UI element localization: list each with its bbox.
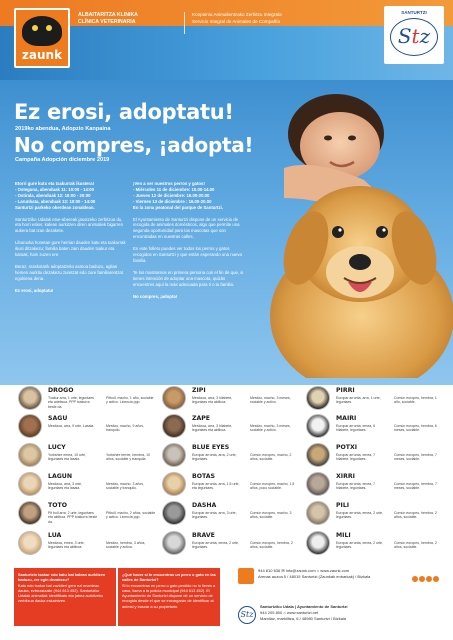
animal-desc-spanish: Común europeo, macho, 2 años, sociable. bbox=[250, 453, 292, 462]
animal-photo bbox=[18, 472, 42, 496]
santurtzi-mini-logo: Stz bbox=[238, 606, 256, 624]
animal-desc-basque: Txakur arra, 1 urte, leguntaes eta adeitsua. PPP txakurra beste da. bbox=[48, 396, 94, 409]
spanish-schedule-place: En la zona peatonal del parque de Santurtzi. bbox=[133, 204, 224, 210]
animal-card bbox=[18, 501, 158, 528]
animal-desc-basque: Europar arrunta, emea, 7 hilabete, leguntaes. bbox=[336, 482, 376, 491]
stz-letter-z: z bbox=[419, 24, 431, 48]
subtitle-basque: 2019ko abenduа, Adopzio Kanpaina bbox=[15, 126, 111, 132]
spanish-slogan-text: No compres, ¡adopta! bbox=[133, 293, 178, 299]
animal-desc-basque: Yorkshire emea, 10 urte, leguntaes eta lasaia. bbox=[48, 453, 87, 462]
animal-card bbox=[306, 443, 446, 470]
animal-card bbox=[306, 531, 446, 558]
council-contact bbox=[260, 604, 453, 622]
animal-desc-basque: Mestizoa, arra, 9 urte. Lasaia. bbox=[48, 424, 95, 428]
animal-photo bbox=[162, 443, 186, 467]
animal-desc-basque: Europar arrunta, arra, 1 urte, leguntaes. bbox=[336, 396, 381, 405]
animal-desc-spanish: Mestizo, macho, 3 años, sociable y tranquilo. bbox=[106, 482, 144, 491]
animal-card bbox=[162, 531, 302, 558]
animal-desc-spanish: Mestizo, macho, 9 años, tranquilo. bbox=[106, 424, 144, 433]
boy-and-dog-illustration bbox=[244, 88, 453, 378]
subtitle-spanish: Campaña Adopción diciembre 2019 bbox=[15, 157, 110, 163]
animal-name: DASHA bbox=[192, 502, 217, 509]
animal-card bbox=[18, 414, 158, 441]
stz-letter-t: t bbox=[411, 24, 420, 48]
animal-photo bbox=[306, 501, 330, 525]
animal-name: BLUE EYES bbox=[192, 444, 230, 451]
title-spanish: No compres, ¡adopta! bbox=[14, 133, 254, 157]
animal-desc-basque: Europar arrunta, arra, 2 urte, leguntaes. bbox=[192, 453, 237, 462]
animal-card bbox=[18, 386, 158, 413]
animal-card bbox=[162, 472, 302, 499]
dog-logo-icon bbox=[22, 16, 62, 46]
council-name: Santurtziko Udala | Ayuntamiento de Santurtzi bbox=[260, 604, 348, 609]
basque-slogan bbox=[15, 288, 127, 294]
animal-desc-basque: Europar arrunta, arra, 3 urte, leguntaes. bbox=[192, 511, 237, 520]
stz-top-label: SANTURTZI bbox=[401, 10, 427, 15]
basque-schedule-line: - Osteguna, abenduak 11: 10:00 - 14:00 bbox=[15, 186, 95, 192]
animal-name: POTXI bbox=[336, 444, 358, 451]
animal-photo bbox=[18, 386, 42, 410]
animal-photo bbox=[162, 386, 186, 410]
animal-photo bbox=[162, 472, 186, 496]
animal-card bbox=[306, 501, 446, 528]
footer-basque-lead: Santurtzin txakur edo katu bat kalean aurkitzen baduzu, zer egin dezakezu? bbox=[18, 572, 106, 583]
basque-schedule bbox=[15, 181, 127, 211]
council-phone-line: 944 205 800 ⌂ www.santurtzi.net bbox=[260, 610, 319, 615]
basque-schedule-lead: Etorri gure kutx eta txakurrak ikustera! bbox=[15, 181, 95, 186]
animal-desc-basque: Europar arrunta, emea, 2 urte, leguntaes. bbox=[336, 511, 384, 520]
animal-card bbox=[162, 443, 302, 470]
animal-desc-spanish: Común europeo, macho, 3 años, sociable. bbox=[250, 511, 292, 520]
spanish-slogan bbox=[133, 294, 245, 300]
animal-name: MILI bbox=[336, 532, 351, 539]
animal-photo bbox=[162, 531, 186, 555]
animal-desc-basque: Pit bull arra, 2 urte, leguntaes eta aktiboa. PPP txakurra beste da. bbox=[48, 511, 98, 524]
animal-desc-spanish: Mestizo, macho, 3 meses, sociable y activo. bbox=[250, 396, 291, 405]
footer-notice-spanish bbox=[118, 568, 220, 626]
footer-notice-basque bbox=[14, 568, 116, 626]
animal-desc-spanish: Común europeo, hembra, 6 meses, sociable. bbox=[394, 424, 437, 433]
header-band bbox=[0, 0, 453, 80]
spanish-schedule-line: - Miércoles 11 de diciembre: 10.00-14.00 bbox=[133, 186, 215, 192]
basque-schedule-line: - Ostirala, abenduak 12: 16:00 - 20:00 bbox=[15, 192, 91, 198]
spanish-schedule bbox=[133, 181, 245, 211]
animal-card bbox=[306, 386, 446, 413]
animal-card bbox=[18, 472, 158, 499]
spanish-paragraph: El Ayuntamiento de Santurtzi dispone de un servicio de recogida de animales domésticos, algo que permite una segunda oportunidad para las mascotas que son encontradas en nuestras calles. bbox=[133, 216, 240, 240]
logo-text: zaunk bbox=[21, 48, 63, 62]
clinic-line-eu: ALBAITARITZA KLINIKA bbox=[78, 12, 138, 18]
company-line-eu: Konpainia Animalientzako Zerbitzu Integrala bbox=[192, 12, 282, 17]
animal-desc-basque: Europar arrunta, emea, 7 hilabete, leguntaes. bbox=[336, 453, 376, 462]
animal-photo bbox=[306, 443, 330, 467]
animal-name: LAGUN bbox=[48, 473, 73, 480]
council-address-line: Mamilaz, markilitza, 6 / 48980 Santurtzi / Bizkaia bbox=[260, 616, 347, 621]
animal-desc-spanish: Común europeo, macho, 1,5 años, poco sociable. bbox=[250, 482, 295, 491]
animal-grid bbox=[0, 386, 453, 562]
basque-slogan-text: Ez erosi, adoptatu! bbox=[15, 287, 54, 293]
animal-name: LUA bbox=[48, 532, 62, 539]
twitter-icon[interactable] bbox=[419, 576, 425, 582]
animal-name: ZAPE bbox=[192, 415, 211, 422]
zaunk-mini-logo bbox=[238, 568, 254, 584]
basque-paragraph: Liburuxka honetan gure herrian dauden katu eta txakurrak ikusi ditzakezu; familia baten zain dauden txakur eta katuak, hain zuzen ere. bbox=[15, 240, 126, 258]
animal-photo bbox=[162, 414, 186, 438]
spanish-paragraph: En este folleto puedes ver todos los perros y gatos recogidos en Santurtzi y que están esperando una nueva familia. bbox=[133, 246, 242, 263]
animal-photo bbox=[306, 531, 330, 555]
stz-letter-s: S bbox=[397, 24, 412, 48]
animal-card bbox=[18, 531, 158, 558]
animal-name: ZIPI bbox=[192, 387, 206, 394]
animal-desc-spanish: Mestizo, macho, 3 meses, sociable y activo. bbox=[250, 424, 291, 433]
instagram-icon[interactable] bbox=[426, 576, 432, 582]
animal-photo bbox=[306, 472, 330, 496]
animal-desc-basque: Mestizoa, arra, 3 urte, leguntaes eta lasaia. bbox=[48, 482, 83, 491]
animal-desc-spanish: Pitbull, macho, 1 año, sociable y activo. Licencia ppp. bbox=[106, 396, 154, 405]
animal-card bbox=[306, 414, 446, 441]
animal-desc-basque: Mestizoa, arra, 3 hilabete, leguntaes eta aktiboa. bbox=[192, 396, 233, 405]
basque-schedule-place: Santurtzi parkeko okerdean zonaldean. bbox=[15, 204, 95, 210]
animal-name: XIRRI bbox=[336, 473, 355, 480]
animal-card bbox=[162, 414, 302, 441]
animal-desc-spanish: Yorkshire terrier, hembra, 10 años, sociable y tranquila. bbox=[106, 453, 151, 462]
animal-desc-spanish: Común europeo, hembra, 2 años, sociable. bbox=[250, 541, 293, 550]
animal-desc-basque: Mestizoa, arra, 3 hilabete, leguntaes eta aktiboa. bbox=[192, 424, 233, 433]
basque-schedule-line: - Larunbata, abenduak 13: 10:00 - 14:00 bbox=[15, 198, 96, 204]
animal-name: DROGO bbox=[48, 387, 74, 394]
animal-desc-basque: Europar arrunta, emea, 2 urte, leguntaes. bbox=[192, 541, 240, 550]
animal-desc-spanish: Pitbull, macho, 2 años, sociable y activo. Licencia ppp. bbox=[106, 511, 156, 520]
animal-photo bbox=[162, 501, 186, 525]
zaunk-logo bbox=[14, 8, 70, 68]
animal-desc-spanish: Mestizo, hembra, 3 años, sociable y activa. bbox=[106, 541, 146, 550]
animal-name: MAIRI bbox=[336, 415, 357, 422]
animal-name: PIRRI bbox=[336, 387, 355, 394]
animal-card bbox=[162, 386, 302, 413]
animal-card bbox=[306, 472, 446, 499]
animal-desc-basque: Mestizoa, emea, 3 urte, leguntaes eta aktiboa. bbox=[48, 541, 85, 550]
animal-name: TOTO bbox=[48, 502, 67, 509]
animal-desc-basque: Europar arrunta, arra, 1,5 urte, eta leguntaes. bbox=[192, 482, 240, 491]
animal-name: PILI bbox=[336, 502, 350, 509]
youtube-icon[interactable] bbox=[433, 576, 439, 582]
title-basque: Ez erosi, adoptatu! bbox=[14, 100, 234, 124]
footer-spanish-body: Si lo encuentras en perro o gato perdido no lo lleves a casa, llama a la policía municipal (944 613 452). El Ayuntamiento de Santurtzi dispone de un servicio de recogida desde el que se encargarán de identificar al animal y buscar a su propietario. bbox=[122, 582, 216, 609]
spanish-paragraph: Te los mostramos en primera persona con el fin de que, si tienes intención de adoptar una mascota, quizás encuentres aquí la más adecuada para ti o tu familia. bbox=[133, 269, 244, 287]
company-line-es: Servicio Integral de Animales de Compañía bbox=[192, 18, 281, 24]
animal-desc-basque: Europar arrunta, emea, 6 hilabete, leguntaes. bbox=[336, 424, 376, 433]
footer-spanish-lead: ¿Qué hacer si te encuentras un perro o gato en las calles de Santurtzi? bbox=[122, 572, 216, 583]
clinic-line-es: CLÍNICA VETERINARIA bbox=[78, 19, 136, 25]
basque-paragraph: Santurtziko Udalak etxe-abereak jasotzeko zerbitzua du, eta horri esker, kalean aurkitzen diren animaliek bigarren aukera bat izan dezakete. bbox=[15, 216, 123, 234]
animal-photo bbox=[18, 501, 42, 525]
santurtzi-logo bbox=[384, 6, 444, 64]
animal-photo bbox=[306, 414, 330, 438]
footer bbox=[0, 568, 453, 640]
animal-photo bbox=[306, 386, 330, 410]
animal-desc-basque: Europar arrunta, emea, 2 urte, leguntaes. bbox=[336, 541, 384, 550]
animal-name: BOTAS bbox=[192, 473, 215, 480]
facebook-icon[interactable] bbox=[412, 576, 418, 582]
footer-basque-body: Katu edo txakur bat zuzkiteri gero ezi enantean dauka, ezbezatzaile (944 613 452). Santurtziko Udalak animaliak identifikatu eta jabea aurkitzeko zerbitzua dauka eskaintzen. bbox=[18, 582, 104, 604]
basque-text-column bbox=[15, 181, 127, 300]
animal-desc-spanish: Común europeo, hembra, 7 meses, sociable. bbox=[394, 482, 437, 491]
header-divider bbox=[184, 12, 185, 34]
clinic-title bbox=[78, 12, 178, 26]
spanish-text-column bbox=[133, 181, 245, 306]
animal-name: SAGU bbox=[48, 415, 68, 422]
animal-desc-spanish: Común europeo, hembra, 1 año, sociable. bbox=[394, 396, 437, 405]
animal-desc-spanish: Común europeo, hembra, 7 meses, sociable. bbox=[394, 453, 437, 462]
animal-card bbox=[162, 501, 302, 528]
company-title bbox=[192, 12, 312, 25]
animal-photo bbox=[18, 414, 42, 438]
animal-name: LUCY bbox=[48, 444, 66, 451]
animal-photo bbox=[18, 531, 42, 555]
animal-name: BRAVE bbox=[192, 532, 215, 539]
animal-desc-spanish: Común europeo, hembra, 2 años, sociable. bbox=[394, 511, 437, 520]
zaunk-contact-line: 944 810 636 ✉ info@zaunk.com ⌂ www.zaunk.com bbox=[258, 568, 350, 573]
spanish-schedule-line: - Viernes 13 de diciembre : 16.00-20.00 bbox=[133, 198, 212, 204]
spanish-schedule-lead: ¡Ven a ver nuestros perros y gatos! bbox=[133, 181, 205, 186]
animal-card bbox=[18, 443, 158, 470]
zaunk-address-line: Arenas auzoa 5 / 48015 Santurtzi (Zaunkak enbarkak) / Bizkaia bbox=[258, 574, 371, 579]
animal-desc-spanish: Común europeo, hembra, 2 años, sociable. bbox=[394, 541, 437, 550]
basque-paragraph: Beraz, maskotarik adoptatzeko asmoa baduzu, aglian hemen aurkitu dezakezu zuretzat edo zure familiarentzat egokiena dena. bbox=[15, 263, 123, 281]
animal-photo bbox=[18, 443, 42, 467]
spanish-schedule-line: - Jueves 12 de diciembre: 16.00-20.00 bbox=[133, 192, 210, 198]
stz-monogram bbox=[390, 18, 438, 56]
social-icons bbox=[412, 570, 440, 588]
